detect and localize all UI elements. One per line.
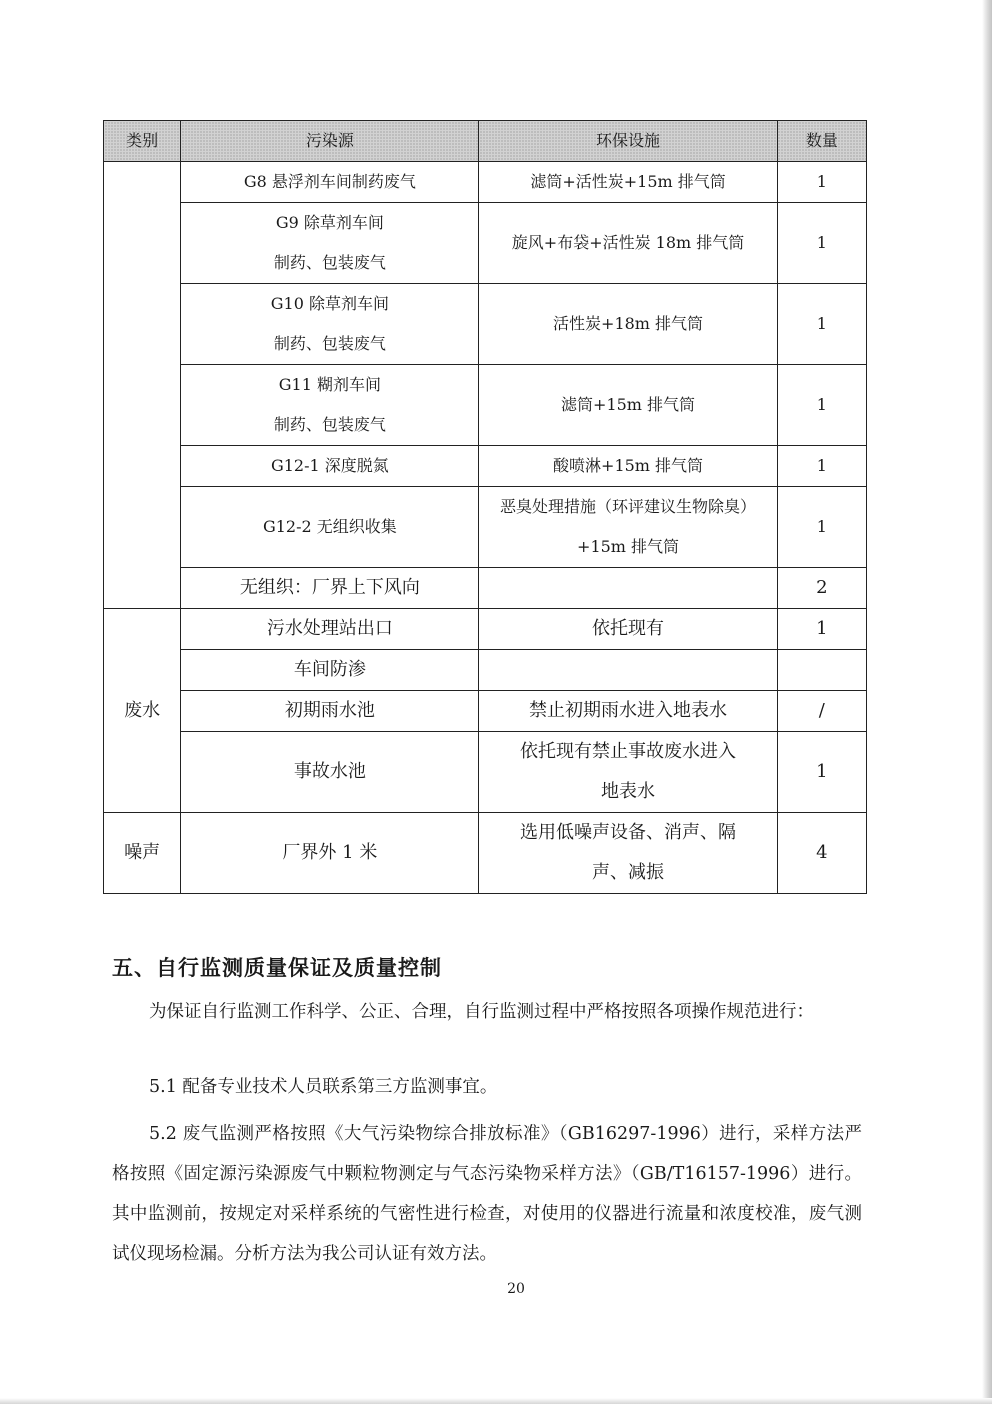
table-row xyxy=(104,446,867,487)
quantity-cell: 1 xyxy=(777,365,866,446)
source-text: 无组织：厂界上下风向 xyxy=(239,577,420,598)
facility-cell xyxy=(479,162,777,203)
source-cell xyxy=(181,568,479,609)
source-cell: 事故水池 xyxy=(181,732,479,813)
quantity-cell xyxy=(777,650,866,691)
source-cell: 车间防渗 xyxy=(181,650,479,691)
category-cell-exhaust xyxy=(104,162,181,609)
body-paragraph: 5.2 废气监测严格按照《大气污染物综合排放标准》（GB16297-1996）进行，采样方法严格按照《固定源污染源废气中颗粒物测定与气态污染物采样方法》（GB/T16157-1996）进行。其中监测前，按规定对采样系统的气密性进行检查，对使用的仪器进行流量和浓度校准，废气测试仪现场检漏。分析方法为我公司认证有效方法。 xyxy=(112,1124,862,1264)
source-text: 制药、包装废气 xyxy=(273,253,386,272)
source-cell xyxy=(181,365,479,446)
table-row xyxy=(104,568,867,609)
facility-text: 恶臭处理措施（环评建议生物除臭） xyxy=(500,497,757,516)
source-text: 制药、包装废气 xyxy=(273,415,386,434)
category-cell-noise: 噪声 xyxy=(104,813,181,894)
facility-text: 选用低噪声设备、消声、隔 xyxy=(520,822,737,843)
quantity-cell: / xyxy=(777,691,866,732)
quantity-cell: 1 xyxy=(777,162,866,203)
quantity-cell: 1 xyxy=(777,203,866,284)
source-cell: 初期雨水池 xyxy=(181,691,479,732)
header-quantity: 数量 xyxy=(777,121,866,162)
table-row xyxy=(104,732,867,813)
facility-text: 地表水 xyxy=(601,781,656,802)
scan-bottom-shadow xyxy=(0,1398,992,1404)
quantity-cell: 1 xyxy=(777,487,866,568)
table-row xyxy=(104,162,867,203)
category-cell-wastewater: 废水 xyxy=(104,609,181,813)
quantity-cell: 4 xyxy=(777,813,866,894)
facility-cell xyxy=(479,650,777,691)
facility-text: 声、减振 xyxy=(592,862,665,883)
facility-cell xyxy=(479,203,777,284)
source-cell xyxy=(181,203,479,284)
page-number: 20 xyxy=(507,1281,525,1297)
header-source: 污染源 xyxy=(181,121,479,162)
facility-text: 依托现有禁止事故废水进入 xyxy=(520,741,737,762)
source-text: G10 除草剂车间 xyxy=(270,294,389,313)
source-cell xyxy=(181,487,479,568)
table-row xyxy=(104,813,867,894)
source-cell xyxy=(181,284,479,365)
quantity-cell: 1 xyxy=(777,284,866,365)
table-row xyxy=(104,609,867,650)
source-text: 制药、包装废气 xyxy=(273,334,386,353)
facility-text: +15m 排气筒 xyxy=(577,537,680,556)
body-paragraph: 为保证自行监测工作科学、公正、合理，自行监测过程中严格按照各项操作规范进行： xyxy=(149,1002,814,1022)
facility-cell xyxy=(479,284,777,365)
source-text: G12-1 深度脱氮 xyxy=(270,456,389,475)
facility-text: 滤筒+15m 排气筒 xyxy=(561,395,696,414)
header-category: 类别 xyxy=(104,121,181,162)
facility-cell xyxy=(479,365,777,446)
body-paragraph: 5.1 配备专业技术人员联系第三方监测事宜。 xyxy=(149,1077,498,1097)
facility-cell: 禁止初期雨水进入地表水 xyxy=(479,691,777,732)
quantity-cell: 1 xyxy=(777,732,866,813)
facility-cell: 依托现有 xyxy=(479,609,777,650)
facility-text: 旋风+布袋+活性炭 18m 排气筒 xyxy=(511,233,745,252)
facility-cell xyxy=(479,813,777,894)
facility-text: 滤筒+活性炭+15m 排气筒 xyxy=(530,172,726,191)
table-row xyxy=(104,365,867,446)
source-cell xyxy=(181,446,479,487)
scan-edge-shadow xyxy=(982,0,992,1404)
source-text: G8 悬浮剂车间制药废气 xyxy=(243,172,416,191)
quantity-cell: 1 xyxy=(777,609,866,650)
section-title: 五、自行监测质量保证及质量控制 xyxy=(112,956,442,980)
table-row xyxy=(104,203,867,284)
facility-text: 酸喷淋+15m 排气筒 xyxy=(553,456,704,475)
table-row xyxy=(104,487,867,568)
table-row xyxy=(104,691,867,732)
source-text: G12-2 无组织收集 xyxy=(262,517,397,536)
source-cell: 厂界外 1 米 xyxy=(181,813,479,894)
table-row xyxy=(104,650,867,691)
source-cell: 污水处理站出口 xyxy=(181,609,479,650)
source-text: G9 除草剂车间 xyxy=(275,213,384,232)
header-facility: 环保设施 xyxy=(479,121,777,162)
source-text: G11 糊剂车间 xyxy=(278,375,381,394)
quantity-cell: 2 xyxy=(777,568,866,609)
facility-text: 活性炭+18m 排气筒 xyxy=(553,314,704,333)
facility-cell xyxy=(479,446,777,487)
source-cell xyxy=(181,162,479,203)
facility-cell xyxy=(479,487,777,568)
monitoring-table xyxy=(103,120,867,894)
table-row xyxy=(104,284,867,365)
table-header-row xyxy=(104,121,867,162)
facility-cell xyxy=(479,568,777,609)
quantity-cell: 1 xyxy=(777,446,866,487)
facility-cell xyxy=(479,732,777,813)
